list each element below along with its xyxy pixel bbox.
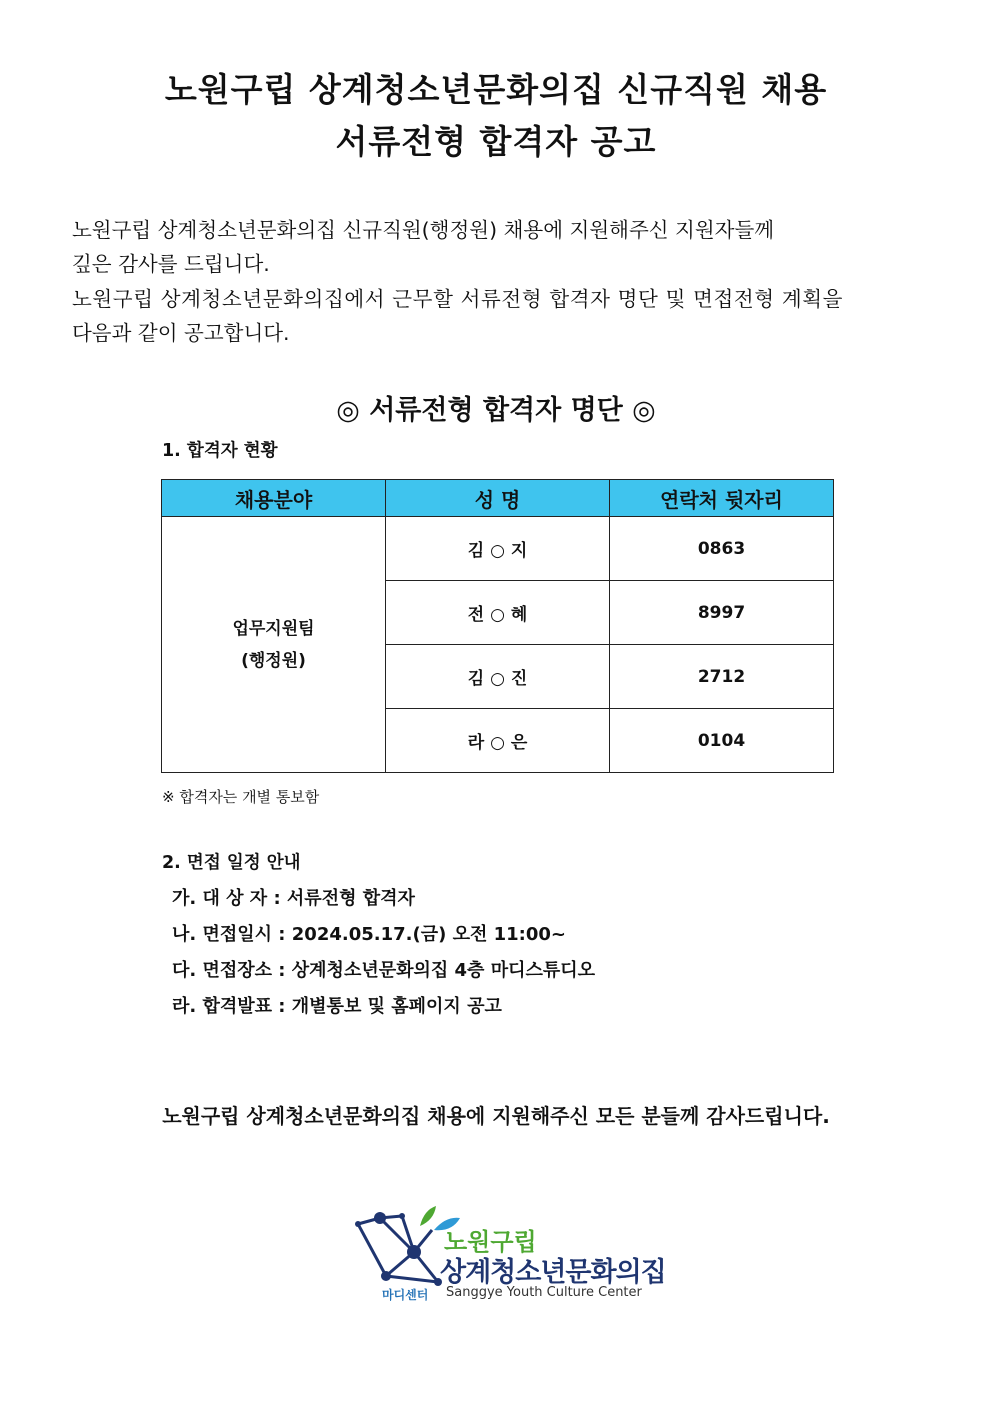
notice-title-line1: 노원구립 상계청소년문화의집 신규직원 채용 [164, 70, 828, 109]
table-row [162, 517, 834, 581]
intro-line: 깊은 감사를 드립니다. [72, 252, 270, 276]
interview-heading: 2. 면접 일정 안내 [162, 853, 301, 873]
passer-table [161, 479, 834, 773]
phone-cell: 2712 [610, 645, 834, 709]
name-cell: 라 ○ 은 [386, 709, 610, 773]
logo-english-name: Sanggye Youth Culture Center [446, 1285, 642, 1300]
name-cell: 김 ○ 지 [386, 517, 610, 581]
intro-line: 노원구립 상계청소년문화의집에서 근무할 서류전형 합격자 명단 및 면접전형 계획을 [72, 287, 844, 311]
intro-line: 노원구립 상계청소년문화의집 신규직원(행정원) 채용에 지원해주신 지원자들께 [72, 218, 775, 242]
field-name: 업무지원팀 [232, 618, 315, 639]
closing-message: 노원구립 상계청소년문화의집 채용에 지원해주신 모든 분들께 감사드립니다. [162, 1104, 830, 1128]
table-header-row [162, 480, 834, 517]
notification-note: ※ 합격자는 개별 통보함 [162, 788, 320, 806]
status-heading: 1. 합격자 현황 [162, 441, 278, 461]
column-header: 성 명 [386, 480, 610, 517]
center-logo [352, 1200, 666, 1310]
intro-line: 다음과 같이 공고합니다. [72, 321, 290, 345]
schedule-item: 라. 합격발표 : 개별통보 및 홈페이지 공고 [172, 996, 502, 1017]
notice-title-line2: 서류전형 합격자 공고 [335, 122, 657, 161]
column-header: 채용분야 [162, 480, 386, 517]
section-title: ◎ 서류전형 합격자 명단 ◎ [336, 395, 656, 426]
recruit-field-cell [162, 517, 386, 773]
logo-name-line1: 노원구립 [444, 1228, 537, 1256]
schedule-item: 다. 면접장소 : 상계청소년문화의집 4층 마디스튜디오 [172, 960, 596, 981]
phone-cell: 0104 [610, 709, 834, 773]
phone-cell: 8997 [610, 581, 834, 645]
name-cell: 전 ○ 혜 [386, 581, 610, 645]
logo-name-line2: 상계청소년문화의집 [440, 1257, 666, 1288]
name-cell: 김 ○ 진 [386, 645, 610, 709]
schedule-item: 나. 면접일시 : 2024.05.17.(금) 오전 11:00~ [172, 924, 567, 945]
column-header: 연락처 뒷자리 [610, 480, 834, 517]
schedule-item: 가. 대 상 자 : 서류전형 합격자 [172, 888, 415, 909]
logo-madi-center: 마디센터 [382, 1288, 429, 1302]
phone-cell: 0863 [610, 517, 834, 581]
field-role: (행정원) [241, 650, 306, 671]
